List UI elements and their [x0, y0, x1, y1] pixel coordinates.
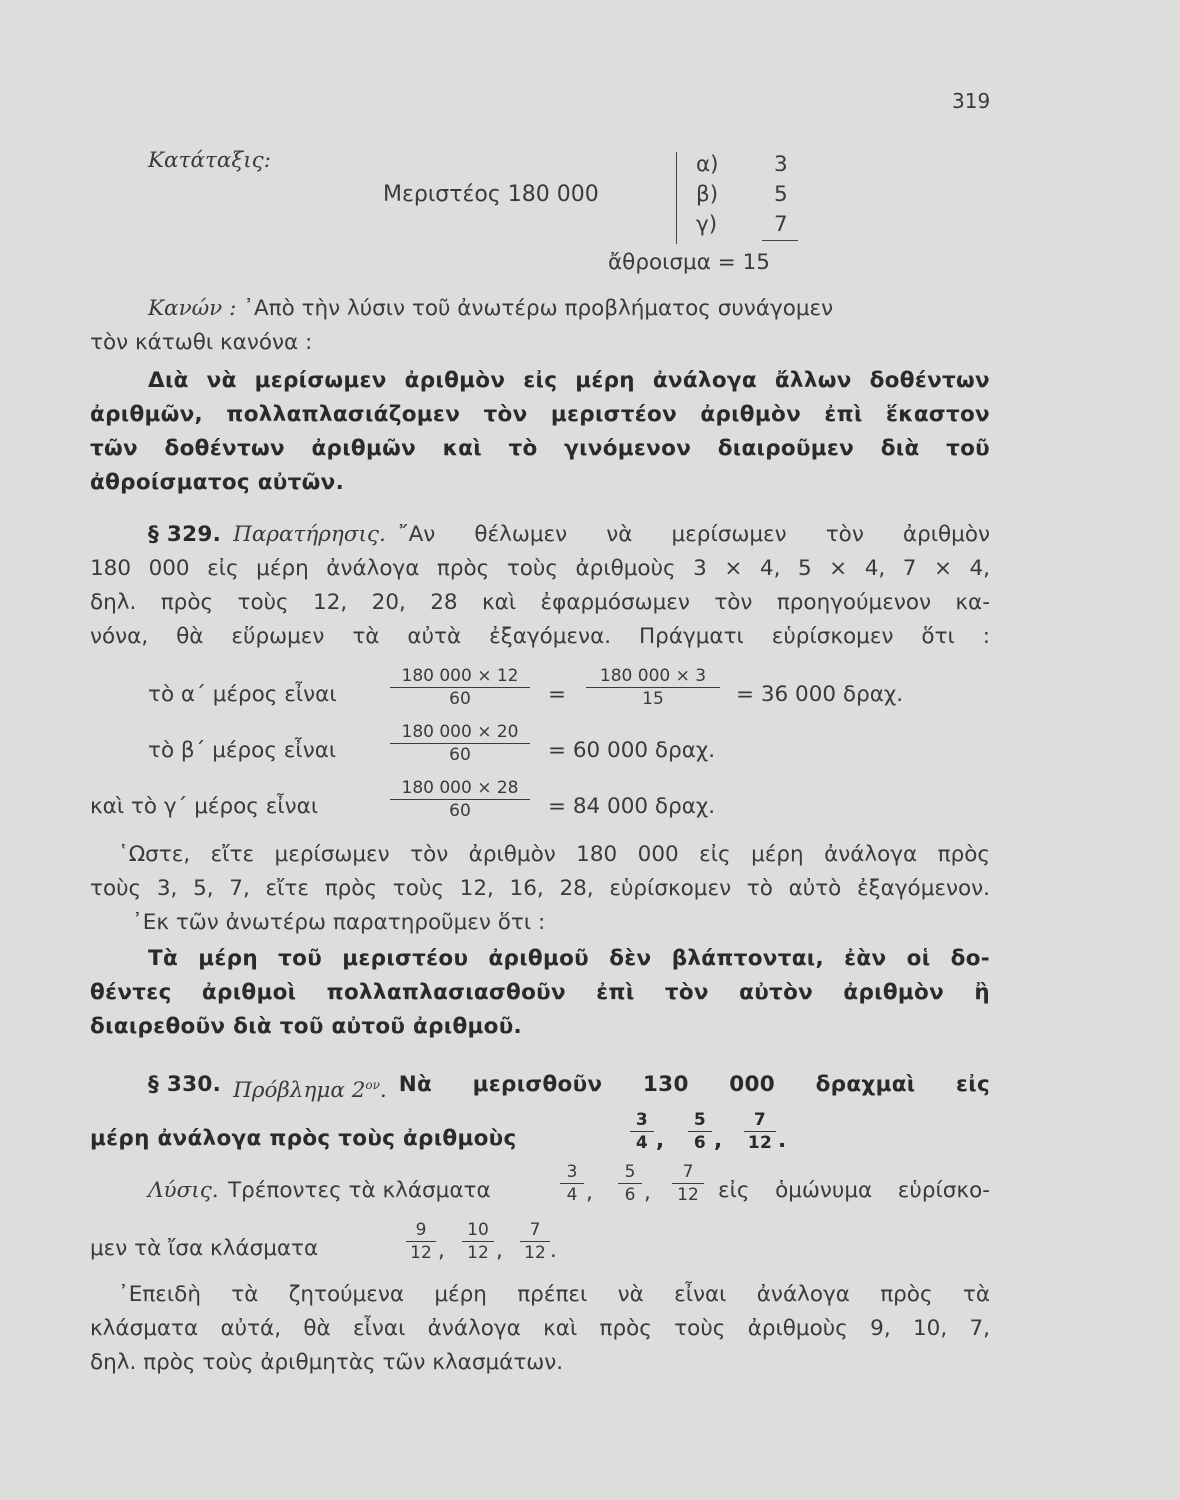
kataxis-row-key: γ): [696, 212, 718, 237]
lysis-label: Λύσις.: [148, 1178, 219, 1203]
s330-heading-line: [148, 1070, 990, 1106]
lysis-text-2: μεν τὰ ἴσα κλάσματα: [90, 1236, 319, 1261]
numerator: 180 000 × 12: [390, 666, 530, 688]
eq-beta-result: = 60 000 δραχ.: [548, 738, 716, 763]
sum-rule: [762, 240, 798, 241]
eq-beta-label: τὸ β΄ μέρος εἶναι: [148, 738, 337, 763]
rule-line: θέντες ἀριθμοὶ πολλαπλασιασθοῦν ἐπὶ τὸν αὐτὸν ἀριθμὸν ἢ: [90, 980, 990, 1005]
numerator: 7: [744, 1110, 776, 1132]
sum-label: ἄθροισμα = 15: [608, 250, 770, 275]
eq-alpha-fraction-2: [586, 666, 720, 709]
denominator: 12: [410, 1243, 432, 1263]
rule-line: τῶν δοθέντων ἀριθμῶν καὶ τὸ γινόμενον διαιροῦμεν διὰ τοῦ: [90, 436, 990, 461]
denominator: 12: [467, 1243, 489, 1263]
numerator: 180 000 × 20: [390, 722, 530, 744]
kataxis-row-key: α): [696, 152, 719, 177]
separator: ,: [656, 1128, 665, 1153]
s330-fraction: [744, 1110, 776, 1153]
lysis-fraction: [520, 1220, 550, 1263]
lysis-text: Τρέποντες τὰ κλάσματα: [228, 1178, 491, 1203]
eq-alpha-fraction-1: [390, 666, 530, 709]
lysis-text-end: εἰς ὁμώνυμα εὑρίσκο-: [718, 1178, 990, 1203]
kataxis-row-value: 3: [774, 152, 788, 177]
kanon-text: ᾿Απὸ τὴν λύσιν τοῦ ἀνωτέρω προβλήματος συνάγομεν: [243, 296, 834, 321]
numerator: 180 000 × 28: [390, 778, 530, 800]
numerator: 3: [560, 1162, 584, 1184]
final-line: ᾿Επειδὴ τὰ ζητούμενα μέρη πρέπει νὰ εἶναι ἀνάλογα πρὸς τὰ: [118, 1282, 990, 1307]
kataxis-row-value: 5: [774, 182, 788, 207]
numerator: 5: [688, 1110, 712, 1132]
s330-fraction: [688, 1110, 712, 1153]
kanon-line-2: τὸν κάτωθι κανόνα :: [90, 330, 313, 355]
s330-number: § 330.: [148, 1072, 222, 1097]
conclusion-line: ᾿Εκ τῶν ἀνωτέρω παρατηροῦμεν ὅτι :: [132, 910, 546, 935]
denominator: 60: [449, 801, 471, 821]
s329-text: ῎Αν θέλωμεν νὰ μερίσωμεν τὸν ἀριθμὸν: [397, 522, 990, 547]
rule-line: Τὰ μέρη τοῦ μεριστέου ἀριθμοῦ δὲν βλάπτονται, ἐὰν οἱ δο-: [148, 946, 990, 971]
eq-alpha-result: = 36 000 δραχ.: [736, 682, 904, 707]
denominator: 12: [677, 1185, 699, 1205]
eq-gamma-result: = 84 000 δραχ.: [548, 794, 716, 819]
separator: ,: [714, 1128, 723, 1153]
denominator: 4: [566, 1185, 578, 1205]
denominator: 12: [747, 1133, 773, 1153]
numerator: 3: [630, 1110, 654, 1132]
equals-sign: =: [548, 682, 567, 707]
s329-number: § 329.: [148, 522, 222, 547]
separator: ,: [644, 1180, 651, 1205]
rule-line: διαιρεθοῦν διὰ τοῦ αὐτοῦ ἀριθμοῦ.: [90, 1014, 523, 1039]
rule-line: ἀθροίσματος αὐτῶν.: [90, 470, 345, 495]
lysis-fraction: [672, 1162, 704, 1205]
s330-title-text: Πρόβλημα 2: [233, 1078, 366, 1104]
rule-line: Διὰ νὰ μερίσωμεν ἀριθμὸν εἰς μέρη ἀνάλογα ἄλλων δοθέντων: [148, 368, 990, 393]
page-number: 319: [952, 89, 991, 113]
separator: ,: [586, 1180, 593, 1205]
conclusion-line: ῾Ωστε, εἴτε μερίσωμεν τὸν ἀριθμὸν 180 000 εἰς μέρη ἀνάλογα πρὸς: [118, 842, 990, 867]
s330-line-2: μέρη ἀνάλογα πρὸς τοὺς ἀριθμοὺς: [90, 1126, 517, 1151]
numerator: 9: [406, 1220, 436, 1242]
rule-line: ἀριθμῶν, πολλαπλασιάζομεν τὸν μεριστέον ἀριθμὸν ἐπὶ ἕκαστον: [90, 402, 990, 427]
s329-title: Παρατήρησις.: [233, 522, 386, 547]
eq-gamma-label: καὶ τὸ γ΄ μέρος εἶναι: [90, 794, 319, 819]
separator: ,: [438, 1238, 445, 1263]
brace-bracket: [676, 152, 687, 244]
s329-line: νόνα, θὰ εὕρωμεν τὰ αὐτὰ ἐξαγόμενα. Πράγματι εὑρίσκομεν ὅτι :: [90, 624, 990, 649]
denominator: 6: [624, 1185, 636, 1205]
meristeos-value: Μεριστέος 180 000: [383, 182, 599, 207]
s329-line: 180 000 εἰς μέρη ἀνάλογα πρὸς τοὺς ἀριθμοὺς 3 × 4, 5 × 4, 7 × 4,: [90, 556, 990, 581]
lysis-fraction: [406, 1220, 436, 1263]
s329-line: δηλ. πρὸς τοὺς 12, 20, 28 καὶ ἐφαρμόσωμεν τὸν προηγούμενον κα-: [90, 590, 990, 615]
final-line: δηλ. πρὸς τοὺς ἀριθμητὰς τῶν κλασμάτων.: [90, 1350, 564, 1375]
kanon-line: [148, 294, 990, 324]
separator: ,: [496, 1238, 503, 1263]
numerator: 5: [618, 1162, 642, 1184]
eq-gamma-fraction: [390, 778, 530, 821]
s329-heading-line: [148, 520, 990, 550]
conclusion-line: τοὺς 3, 5, 7, εἴτε πρὸς τοὺς 12, 16, 28, εὑρίσκομεν τὸ αὐτὸ ἐξαγόμενον.: [90, 876, 990, 901]
separator: .: [778, 1128, 787, 1153]
numerator: 180 000 × 3: [586, 666, 720, 688]
numerator: 7: [672, 1162, 704, 1184]
kataxis-row-key: β): [696, 182, 719, 207]
final-line: κλάσματα αὐτά, θὰ εἶναι ἀνάλογα καὶ πρὸς τοὺς ἀριθμοὺς 9, 10, 7,: [90, 1316, 990, 1341]
denominator: 6: [693, 1133, 707, 1153]
numerator: 7: [520, 1220, 550, 1242]
s330-text: Νὰ μερισθοῦν 130 000 δραχμαὶ εἰς: [398, 1072, 990, 1097]
denominator: 4: [635, 1133, 649, 1153]
eq-alpha-label: τὸ α΄ μέρος εἶναι: [148, 682, 337, 707]
s330-fraction: [630, 1110, 654, 1153]
kataxis-row-value: 7: [774, 212, 788, 237]
denominator: 12: [524, 1243, 546, 1263]
numerator: 10: [462, 1220, 494, 1242]
denominator: 60: [449, 745, 471, 765]
eq-beta-fraction: [390, 722, 530, 765]
separator: .: [550, 1238, 557, 1263]
kataxis-label: Κατάταξις:: [148, 148, 271, 173]
denominator: 60: [449, 689, 471, 709]
lysis-fraction: [618, 1162, 642, 1205]
kanon-label: Κανών :: [148, 296, 237, 321]
lysis-fraction: [462, 1220, 494, 1263]
denominator: 15: [642, 689, 664, 709]
s330-title: Πρόβλημα $2^{o\nu}$.: [233, 1078, 387, 1104]
lysis-fraction: [560, 1162, 584, 1205]
s330-title-sup: ον: [365, 1078, 380, 1092]
